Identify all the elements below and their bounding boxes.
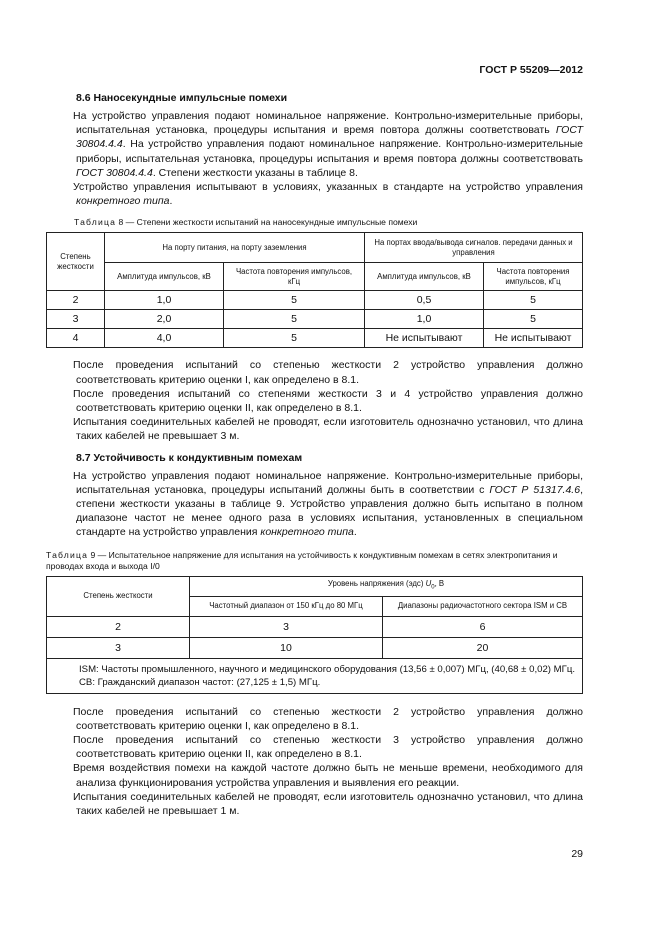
note-cb: СВ: Гражданский диапазон частот: (27,125 ± 1,5) МГц. xyxy=(79,676,321,688)
cell: 5 xyxy=(484,291,583,310)
after-table-9-paragraph-2: После проведения испытаний со степенью жесткости 3 устройство управления должно соответствовать критерию оценки II, как определено в 8.1. xyxy=(73,734,583,761)
header-frequency-io: Частота повторения импульсов, кГц xyxy=(484,263,583,291)
cell: 5 xyxy=(484,310,583,329)
page-number: 29 xyxy=(571,848,583,860)
cell: 20 xyxy=(383,637,583,658)
caption-label: Таблица xyxy=(74,217,117,228)
cell: 4 xyxy=(47,329,105,348)
section-8-6-paragraph-2 xyxy=(73,180,583,208)
cell: 2 xyxy=(47,616,190,637)
text-run: Устройство управления испытывают в условиях, указанных в стандарте на устройство управления xyxy=(73,181,583,194)
page-content xyxy=(46,92,583,818)
after-table-8-paragraph-1: После проведения испытаний со степенью жесткости 2 устройство управления должно соответствовать критерию оценки I, как определено в 8.1. xyxy=(73,359,583,386)
text-run: . xyxy=(353,526,357,539)
cell: Не испытывают xyxy=(365,329,484,348)
standard-reference: ГОСТ Р 51317.4.6 xyxy=(489,483,581,496)
section-8-6-paragraph-1 xyxy=(73,109,583,180)
cell: 1,0 xyxy=(105,291,224,310)
section-8-6-title: 8.6 Наносекундные импульсные помехи xyxy=(76,92,288,104)
after-table-8-paragraph-2: После проведения испытаний со степенями жесткости 3 и 4 устройство управления должно соответствовать критерию оценки II, как определено в 8.1. xyxy=(73,387,583,415)
table-8 xyxy=(46,232,583,348)
standard-reference: ГОСТ 30804.4.4 xyxy=(76,166,153,179)
header-amplitude-io: Амплитуда импульсов, кВ xyxy=(365,263,484,291)
caption-text: 9 — Испытательное напряжение для испытания на устойчивость к кондуктивным помехам в сетях электропитания и проводах входа и выхода I/0 xyxy=(46,549,558,571)
table-row xyxy=(47,637,583,658)
table-row xyxy=(47,329,583,348)
table-row xyxy=(47,616,583,637)
after-table-8-paragraph-3: Испытания соединительных кабелей не проводят, если изготовитель однозначно установил, что длина таких кабелей не превышает 3 м. xyxy=(73,416,583,443)
cell: 1,0 xyxy=(365,310,484,329)
section-8-7-title: 8.7 Устойчивость к кондуктивным помехам xyxy=(76,451,303,464)
after-table-9-paragraph-3: Время воздействия помехи на каждой частоте должно быть не меньше времени, необходимого для анализа функционирования устройства управления и выявления его реакции. xyxy=(73,762,583,789)
text-run: . Степени жесткости указаны в таблице 8. xyxy=(152,166,358,179)
voltage-symbol: U xyxy=(425,579,432,589)
cell: 3 xyxy=(190,616,383,637)
table-row xyxy=(47,291,583,310)
caption-label: Таблица xyxy=(46,549,89,560)
text-run: , степени жесткости указаны в таблице 9. Устройство управления должно быть испытано в полном диапазоне частот не менее одного раза в условиях испытания, установленных в специальном стандарте на устройство управления xyxy=(76,483,583,539)
text-run: На устройство управления подают номинальное напряжение. Контрольно-измерительные приборы, испытательная установка, процедуры испытаний должны быть в соответствии с xyxy=(73,469,583,496)
note-ism: ISM: Частоты промышленного, научного и медицинского оборудования (13,56 ± 0,007) МГц, (40,68 ± 0,02) МГц. xyxy=(79,663,575,675)
table-9-notes xyxy=(47,658,583,693)
header-power-port: На порту питания, на порту заземления xyxy=(105,233,365,263)
header-frequency-power: Частота повторения импульсов, кГц xyxy=(224,263,365,291)
cell: 3 xyxy=(47,310,105,329)
cell: 6 xyxy=(383,616,583,637)
voltage-label: Уровень напряжения (эдс) xyxy=(327,579,426,589)
section-8-7-paragraph-1 xyxy=(73,469,583,540)
text-run: На устройство управления подают номинальное напряжение. Контрольно-измерительные приборы, испытательная установка, процедуры испытания и время повтора должны соответствовать xyxy=(73,110,583,137)
cell: 4,0 xyxy=(105,329,224,348)
cell: Не испытывают xyxy=(484,329,583,348)
standard-reference: ГОСТ 30804.4.4 xyxy=(76,124,583,151)
voltage-unit: , В xyxy=(434,579,445,589)
after-table-9-paragraph-1: После проведения испытаний со степенью жесткости 2 устройство управления должно соответствовать критерию оценки I, как определено в 8.1. xyxy=(73,705,583,732)
header-frequency-range: Частотный диапазон от 150 кГц до 80 МГц xyxy=(190,596,383,616)
text-run: . На устройство управления подают номинальное напряжение. Контрольно-измерительные приборы, испытательная установка, процедуры испытания и время повтора должны соответствовать xyxy=(76,138,583,165)
table-row xyxy=(47,310,583,329)
cell: 0,5 xyxy=(365,291,484,310)
header-amplitude-power: Амплитуда импульсов, кВ xyxy=(105,263,224,291)
caption-text: 8 — Степени жесткости испытаний на наносекундные импульсные помехи xyxy=(116,217,418,228)
table-9 xyxy=(46,576,583,694)
after-table-9-paragraph-4: Испытания соединительных кабелей не проводят, если изготовитель однозначно установил, что длина таких кабелей не превышает 1 м. xyxy=(73,790,583,818)
cell: 5 xyxy=(224,329,365,348)
table-8-caption xyxy=(74,217,583,228)
table-9-caption xyxy=(46,550,583,572)
table-note-row xyxy=(47,658,583,693)
cell: 2,0 xyxy=(105,310,224,329)
header-io-ports: На портах ввода/вывода сигналов. передачи данных и управления xyxy=(365,233,583,263)
italic-term: конкретного типа xyxy=(260,526,354,539)
cell: 5 xyxy=(224,310,365,329)
voltage-subscript: 0 xyxy=(431,584,435,591)
cell: 5 xyxy=(224,291,365,310)
text-run: . xyxy=(169,195,173,208)
header-level: Степень жесткости xyxy=(47,233,105,291)
document-id: ГОСТ Р 55209—2012 xyxy=(479,64,583,76)
header-level: Степень жесткости xyxy=(47,576,190,616)
cell: 10 xyxy=(190,637,383,658)
italic-term: конкретного типа xyxy=(76,195,170,208)
header-voltage-level xyxy=(190,576,583,596)
header-ism-cb: Диапазоны радиочастотного сектора ISM и СВ xyxy=(383,596,583,616)
cell: 3 xyxy=(47,637,190,658)
cell: 2 xyxy=(47,291,105,310)
